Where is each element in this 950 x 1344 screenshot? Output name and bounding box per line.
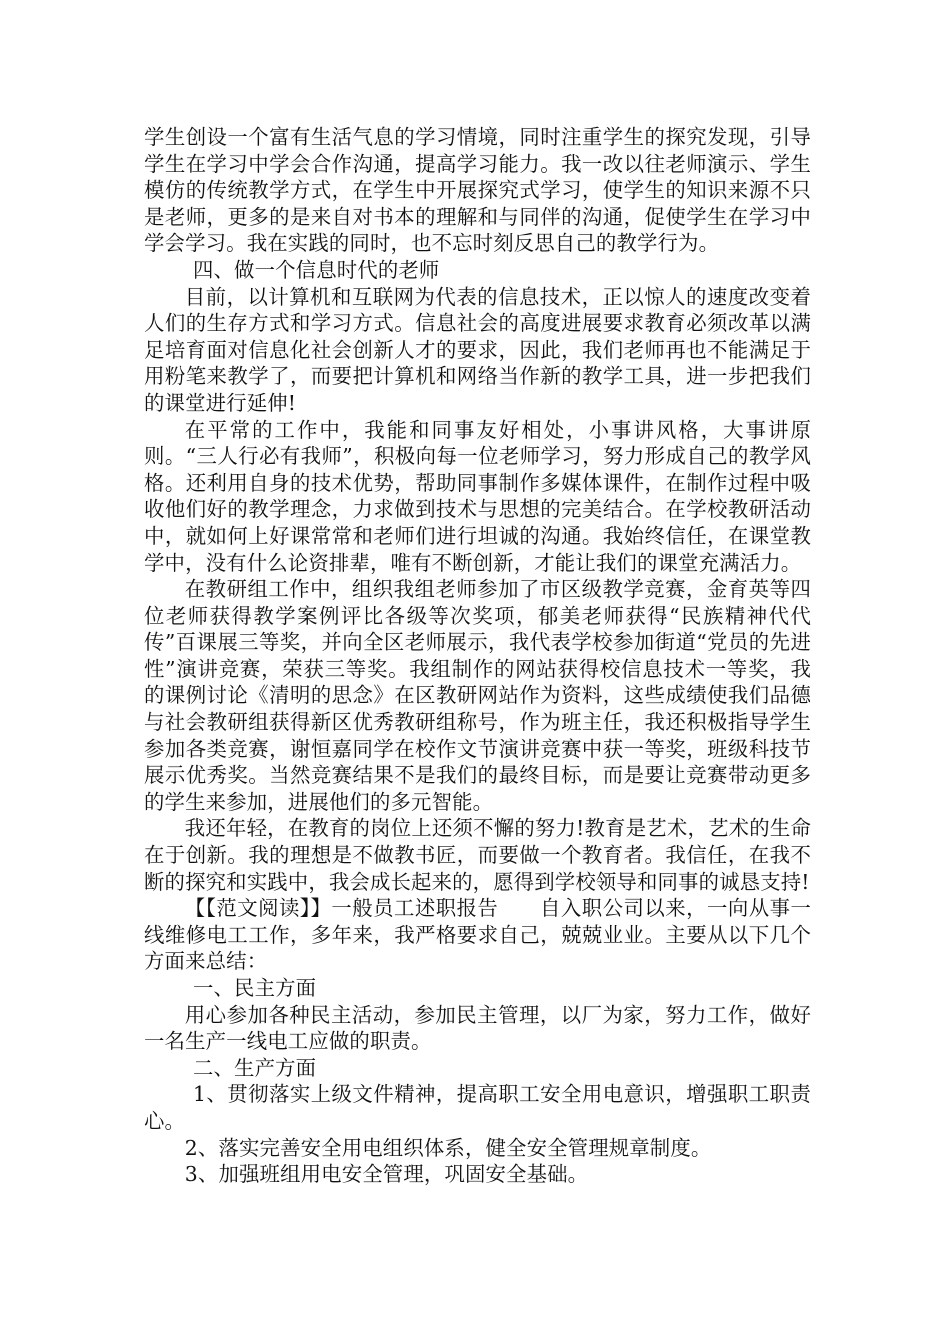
list-item-2: 2、落实完善安全用电组织体系，健全安全管理规章制度。 bbox=[184, 1135, 712, 1160]
paragraph-3: 在平常的工作中，我能和同事友好相处，小事讲风格，大事讲原则。“三人行必有我师”，积极向每一位老师学习，努力形成自己的教学风格。还利用自身的技术优势，帮助同事制作多媒体课件，在制作过程中吸收他们好的教学理念，力求做到技术与思想的完美结合。在学校教研活动中，就如何上好课常常和老师们进行坦诚的沟通。我始终信任，在课堂教学中，没有什么论资排辈，唯有不断创新，才能让我们的课堂充满活力。 bbox=[144, 417, 811, 575]
paragraph-5: 我还年轻，在教育的岗位上还须不懈的努力!教育是艺术，艺术的生命在于创新。我的理想是不做教书匠，而要做一个教育者。我信任，在我不断的探究和实践中，我会成长起来的，愿得到学校领导和同事的诚恳支持! bbox=[144, 816, 811, 894]
paragraph-4: 在教研组工作中，组织我组老师参加了市区级教学竞赛，金育英等四位老师获得教学案例评比各级等次奖项，郁美老师获得“民族精神代代传”百课展三等奖，并向全区老师展示，我代表学校参加街道“党员的先进性”演讲竞赛，荣获三等奖。我组制作的网站获得校信息技术一等奖，我的课例讨论《清明的思念》在区教研网站作为资料，这些成绩使我们品德与社会教研组获得新区优秀教研组称号，作为班主任，我还积极指导学生参加各类竞赛，谢恒嘉同学在校作文节演讲竞赛中获一等奖，班级科技节展示优秀奖。当然竞赛结果不是我们的最终目标，而是要让竞赛带动更多的学生来参加，进展他们的多元智能。 bbox=[144, 577, 811, 814]
list-item-1: 1、贯彻落实上级文件精神，提高职工安全用电意识，增强职工职责心。 bbox=[144, 1082, 811, 1133]
paragraph-1: 学生创设一个富有生活气息的学习情境，同时注重学生的探究发现，引导学生在学习中学会合作沟通，提高学习能力。我一改以往老师演示、学生模仿的传统教学方式，在学生中开展探究式学习，使学生的知识来源不只是老师，更多的是来自对书本的理解和与同伴的沟通，促使学生在学习中学会学习。我在实践的同时，也不忘时刻反思自己的教学行为。 bbox=[144, 125, 811, 256]
paragraph-7: 用心参加各种民主活动，参加民主管理，以厂为家，努力工作，做好一名生产一线电工应做的职责。 bbox=[144, 1002, 811, 1054]
paragraph-6: 【【范文阅读】】一般员工述职报告 自入职公司以来，一向从事一线维修电工工作，多年来，我严格要求自己，兢兢业业。主要从以下几个方面来总结： bbox=[144, 896, 811, 974]
section-heading-4: 四、做一个信息时代的老师 bbox=[192, 257, 440, 282]
paragraph-2: 目前，以计算机和互联网为代表的信息技术，正以惊人的速度改变着人们的生存方式和学习方式。信息社会的高度进展要求教育必须改革以满足培育面对信息化社会创新人才的要求，因此，我们老师再也不能满足于用粉笔来教学了，而要把计算机和网络当作新的教学工具，进一步把我们的课堂进行延伸! bbox=[144, 284, 811, 415]
section-heading-2: 二、生产方面 bbox=[192, 1055, 317, 1080]
section-heading-1: 一、民主方面 bbox=[192, 976, 317, 1000]
list-item-3: 3、加强班组用电安全管理，巩固安全基础。 bbox=[184, 1162, 589, 1187]
document-body bbox=[144, 124, 811, 1188]
